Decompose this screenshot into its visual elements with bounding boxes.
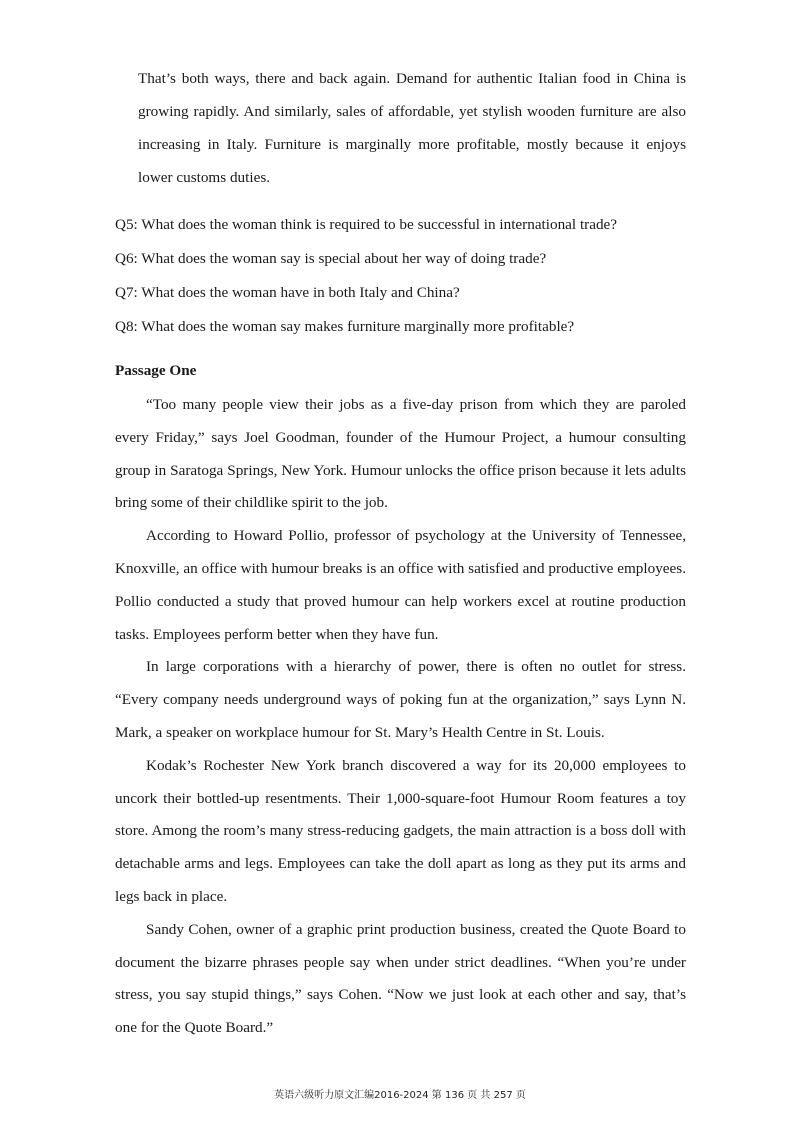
passage-title: Passage One — [115, 362, 197, 379]
passage-paragraph: Kodak’s Rochester New York branch discovered a way for its 20,000 employees to uncork their bottled-up resentments. Their 1,000-square-foot Humour Room features a toy store. Among the room’s many stress-reducing gadgets, the main attraction is a boss doll with detachable arms and legs. Employees can take the doll apart as long as they put its arms and legs back in place. — [115, 756, 686, 905]
intro-paragraph: That’s both ways, there and back again. Demand for authentic Italian food in China is growing rapidly. And similarly, sales of affordable, yet stylish wooden furniture are also increasing in Italy. Furniture is marginally more profitable, mostly because it enjoys lower customs duties. — [138, 70, 686, 186]
passage-paragraph: According to Howard Pollio, professor of psychology at the University of Tennessee, Knoxville, an office with humour breaks is an office with satisfied and productive employees. Pollio conducted a study that proved humour can help workers excel at routine production tasks. Employees perform better when they have fun. — [115, 527, 686, 643]
question-item: Q6: What does the woman say is special about her way of doing trade? — [115, 250, 547, 267]
passage-paragraph: “Too many people view their jobs as a five-day prison from which they are paroled every Friday,” says Joel Goodman, founder of the Humour Project, a humour consulting group in Saratoga Springs, New York. Humour unlocks the office prison because it lets adults bring some of their childlike spirit to the job. — [115, 396, 686, 512]
question-item: Q8: What does the woman say makes furniture marginally more profitable? — [115, 318, 575, 335]
question-list — [115, 208, 695, 344]
passage-body — [115, 389, 686, 1045]
question-item: Q5: What does the woman think is required to be successful in international trade? — [115, 216, 618, 233]
question-item: Q7: What does the woman have in both Italy and China? — [115, 284, 460, 301]
page-footer: 英语六级听力原文汇编2016-2024 第 136 页 共 257 页 — [274, 1090, 526, 1101]
passage-paragraph: Sandy Cohen, owner of a graphic print production business, created the Quote Board to document the bizarre phrases people say when under strict deadlines. “When you’re under stress, you say stupid things,” says Cohen. “Now we just look at each other and say, that’s one for the Quote Board.” — [115, 920, 686, 1037]
passage-paragraph: In large corporations with a hierarchy of power, there is often no outlet for stress. “Every company needs underground ways of poking fun at the organization,” says Lynn N. Mark, a speaker on workplace humour for St. Mary’s Health Centre in St. Louis. — [115, 658, 686, 741]
